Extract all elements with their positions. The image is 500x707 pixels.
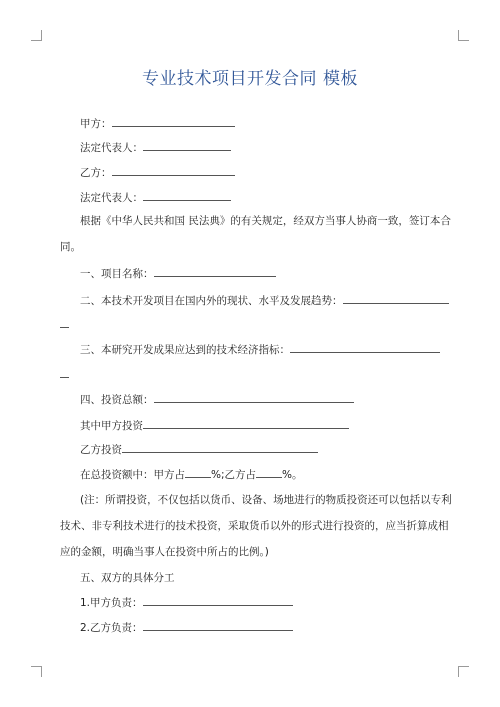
party-b-line	[80, 165, 235, 180]
party-a-rep-blank[interactable]	[143, 140, 231, 151]
item-2-label: 二、本技术开发项目在国内外的现状、水平及发展趋势：	[80, 295, 343, 307]
ratio-prefix: 在总投资额中：甲方占	[80, 469, 185, 481]
party-b-blank[interactable]	[112, 165, 235, 176]
note-line-3: 应的金额，明确当事人在投资中所占的比例。)	[60, 546, 269, 558]
preamble-line-2: 同。	[60, 241, 81, 253]
party-a-investment-blank[interactable]	[143, 418, 349, 429]
item-1-label: 一、项目名称：	[80, 268, 154, 280]
party-b-investment-line	[80, 442, 318, 457]
total-investment-blank[interactable]	[154, 392, 354, 403]
duty-a-line	[80, 595, 293, 610]
note-line-2: 技术、非专利技术进行的技术投资，采取货币以外的形式进行投资的，应当折算成相	[60, 520, 449, 532]
project-name-blank[interactable]	[154, 266, 276, 277]
ratio-suffix: %。	[282, 469, 303, 481]
party-a-rep-line	[80, 140, 231, 155]
party-a-blank[interactable]	[112, 116, 235, 127]
party-a-line	[80, 116, 235, 131]
item-1-line	[80, 266, 276, 281]
note-line-1: (注：所谓投资，不仅包括以货币、设备、场地进行的物质投资还可以包括以专利	[80, 494, 452, 506]
crop-mark-bottom-left	[31, 666, 42, 677]
party-b-rep-blank[interactable]	[143, 190, 231, 201]
item-2-line	[80, 293, 449, 308]
crop-mark-top-left	[31, 30, 42, 41]
item-3-continuation-blank[interactable]	[60, 377, 69, 378]
item-4-line	[80, 392, 354, 407]
duty-b-blank[interactable]	[143, 620, 293, 631]
status-trend-blank[interactable]	[343, 293, 449, 304]
party-b-ratio-blank[interactable]	[256, 467, 282, 478]
duty-b-line	[80, 620, 293, 635]
item-2-continuation-blank[interactable]	[60, 327, 69, 328]
party-b-rep-label: 法定代表人：	[80, 192, 143, 204]
party-b-rep-line	[80, 190, 231, 205]
party-b-label: 乙方：	[80, 167, 112, 179]
item-5-heading: 五、双方的具体分工	[80, 572, 175, 584]
party-a-investment-line	[80, 418, 349, 433]
party-b-investment-label: 乙方投资	[80, 444, 122, 456]
party-a-ratio-blank[interactable]	[185, 467, 211, 478]
duty-b-label: 2.乙方负责：	[80, 622, 143, 634]
party-b-investment-blank[interactable]	[122, 442, 318, 453]
item-4-label: 四、投资总额：	[80, 394, 154, 406]
crop-mark-bottom-right	[458, 666, 469, 677]
preamble-line-1: 根据《中华人民共和国 民法典》的有关规定，经双方当事人协商一致，签订本合	[80, 215, 451, 227]
party-a-investment-label: 其中甲方投资	[80, 420, 143, 432]
duty-a-blank[interactable]	[143, 595, 293, 606]
party-a-rep-label: 法定代表人：	[80, 142, 143, 154]
duty-a-label: 1.甲方负责：	[80, 597, 143, 609]
ratio-line	[80, 467, 303, 482]
document-title: 专业技术项目开发合同 模板	[142, 69, 358, 89]
indicators-blank[interactable]	[290, 342, 440, 353]
item-3-label: 三、本研究开发成果应达到的技术经济指标：	[80, 344, 290, 356]
party-a-label: 甲方：	[80, 118, 112, 130]
crop-mark-top-right	[458, 30, 469, 41]
item-3-line	[80, 342, 440, 357]
ratio-middle: %;乙方占	[211, 469, 257, 481]
